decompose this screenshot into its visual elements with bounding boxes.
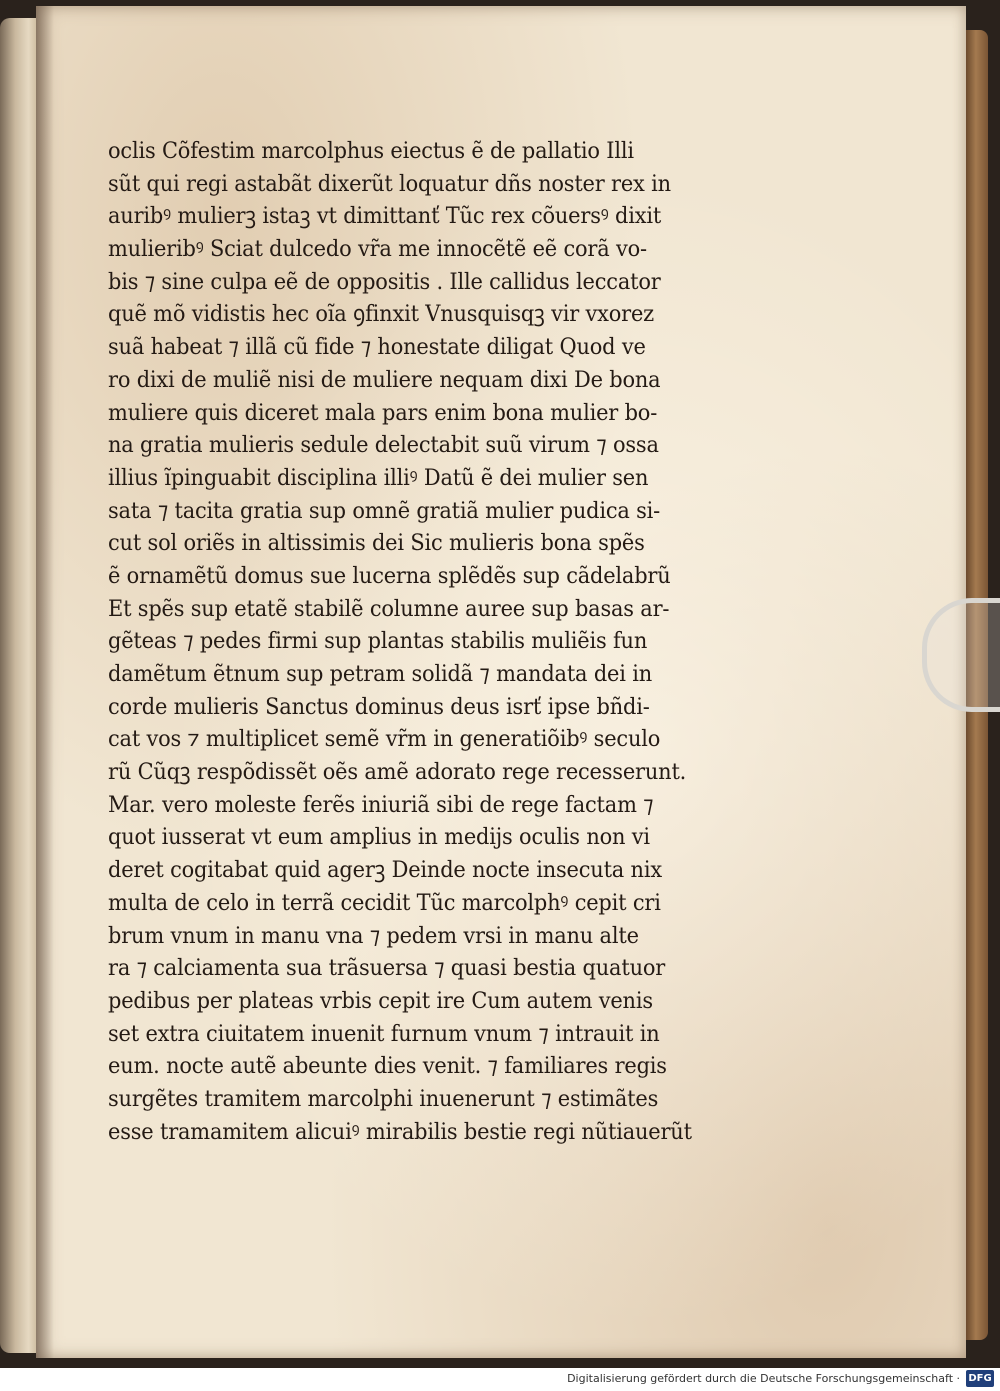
text-line: rũ Cũqꝫ respõdissẽt oẽs amẽ adorato rege recesserunt.: [108, 759, 687, 786]
text-line: brum vnum in manu vna ⁊ pedem vrsi in manu alte: [108, 922, 639, 949]
footer-bar: [0, 1368, 1000, 1391]
incunable-text-block: [108, 135, 748, 1148]
text-line: quẽ mõ vidistis hec oĩa ꝯfinxit Vnusquisqꝫ vir vxorez: [108, 301, 655, 328]
dfg-credit-text: Digitalisierung gefördert durch die Deutsche Forschungsgemeinschaft ·: [567, 1372, 960, 1385]
text-line: suã habeat ⁊ illã cũ fide ⁊ honestate diligat Quod ve: [108, 334, 646, 361]
text-line: sata ⁊ tacita gratia sup omnẽ gratiã mulier pudica si-: [108, 497, 661, 524]
text-line: eum. nocte autẽ abeunte dies venit. ⁊ familiares regis: [108, 1053, 667, 1080]
text-line: ro dixi de muliẽ nisi de muliere nequam dixi De bona: [108, 366, 661, 393]
text-line: pedibus per plateas vrbis cepit ire Cum autem venis: [108, 987, 653, 1014]
text-line: muliere quis diceret mala pars enim bona mulier bo-: [108, 399, 658, 426]
text-line: illius ĩpinguabit disciplina illiꝰ Datũ ẽ dei mulier sen: [108, 464, 649, 491]
page-gutter-shadow: [36, 6, 54, 1358]
text-line: surgẽtes tramitem marcolphi inuenerunt ⁊ estimãtes: [108, 1085, 659, 1112]
text-line: sũt qui regi astabãt dixerũt loquatur dñs noster rex in: [108, 170, 671, 197]
text-line: set extra ciuitatem inuenit furnum vnum ⁊ intrauit in: [108, 1020, 660, 1047]
text-line: gẽteas ⁊ pedes firmi sup plantas stabilis muliẽis fun: [108, 628, 648, 655]
text-line: damẽtum ẽtnum sup petram solidã ⁊ mandata dei in: [108, 661, 652, 687]
text-line: Mar. vero moleste ferẽs iniuriã sibi de rege factam ⁊: [108, 791, 654, 818]
text-line: multa de celo in terrã cecidit Tũc marcolphꝰ cepit cri: [108, 889, 661, 916]
text-line: mulieribꝰ Sciat dulcedo vr̃a me innocẽtẽ eẽ corã vo-: [108, 236, 647, 263]
page-clasp-icon: [922, 598, 1000, 712]
text-line: Et spẽs sup etatẽ stabilẽ columne auree sup basas ar-: [108, 595, 670, 622]
left-page-edge: [0, 18, 38, 1353]
dfg-logo-icon: DFG: [966, 1370, 994, 1387]
text-line: ra ⁊ calciamenta sua trãsuersa ⁊ quasi bestia quatuor: [108, 955, 666, 982]
text-line: auribꝰ mulierꝫ istaꝫ vt dimittanť Tũc rex cõuersꝰ dixit: [108, 203, 662, 230]
text-line: cat vos ⁊ multiplicet semẽ vr̃m in generatiõibꝰ seculo: [108, 726, 661, 753]
text-line: bis ⁊ sine culpa eẽ de oppositis . Ille callidus leccator: [108, 268, 661, 295]
text-line: ẽ ornamẽtũ domus sue lucerna splẽdẽs sup cãdelabrũ: [108, 562, 671, 589]
text-line: quot iusserat vt eum amplius in medijs oculis non vi: [108, 824, 650, 851]
text-line: corde mulieris Sanctus dominus deus isrť ipse bñdi-: [108, 693, 650, 720]
text-line: na gratia mulieris sedule delectabit suũ virum ⁊ ossa: [108, 432, 659, 459]
text-line: oclis Cõfestim marcolphus eiectus ẽ de pallatio Illi: [108, 138, 634, 164]
text-line: esse tramamitem alicuiꝰ mirabilis bestie regi nũtiauerũt: [108, 1118, 692, 1145]
text-line: cut sol oriẽs in altissimis dei Sic mulieris bona spẽs: [108, 530, 645, 557]
text-line: deret cogitabat quid agerꝫ Deinde nocte insecuta nix: [108, 857, 662, 884]
